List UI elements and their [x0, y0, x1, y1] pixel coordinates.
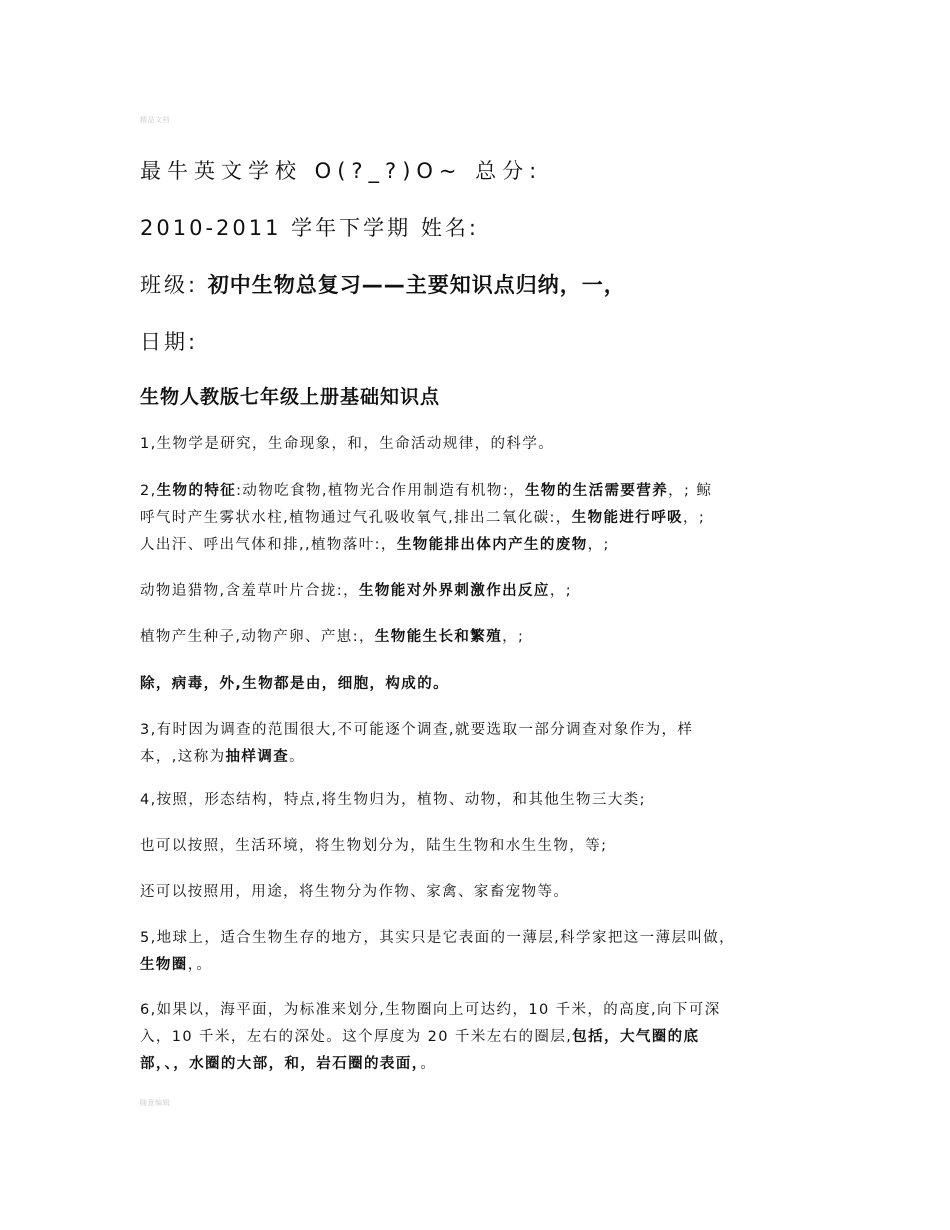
text-run: ，。	[187, 957, 213, 973]
bold-run: 抽样调查	[225, 749, 290, 765]
text-run: 本，,这称为	[140, 749, 226, 765]
text-run: 2,	[140, 483, 157, 499]
paragraph-9	[140, 879, 830, 906]
paragraph-6-line-2	[140, 744, 830, 771]
paragraph-11-line-2	[140, 1024, 830, 1051]
text-run: ，;	[549, 583, 572, 599]
text-run: 。	[420, 1056, 437, 1072]
text-run: ，;	[502, 629, 525, 645]
text-run: 人出汗、呼出气体和排,,植物落叶:，	[140, 537, 397, 553]
text-run: :动物吃食物,植物光合作用制造有机物:，	[236, 483, 526, 499]
paragraph-8-text: 也可以按照，生活环境，将生物划分为，陆生生物和水生生物，等;	[140, 838, 608, 854]
paragraph-8	[140, 833, 830, 860]
bold-run: 生物能进行呼吸	[571, 510, 684, 526]
text-run: ，;	[587, 537, 610, 553]
paragraph-2-line-3	[140, 532, 830, 559]
paragraph-5-text: 除，病毒，外,生物都是由，细胞，构成的。	[140, 676, 450, 692]
paragraph-9-text: 还可以按照用，用途，将生物分为作物、家禽、家畜宠物等。	[140, 884, 570, 900]
paragraph-2-line-2	[140, 505, 830, 532]
paragraph-3	[140, 578, 830, 605]
paragraph-7	[140, 787, 830, 814]
school-line: 最牛英文学校 O(?_?)O~ 总分:	[140, 159, 543, 183]
text-run: 动物追猎物,含羞草叶片合拢:，	[140, 583, 359, 599]
class-line	[140, 269, 626, 299]
paragraph-6-line-1: 3,有时因为调查的范围很大,不可能逐个调查,就要选取一部分调查对象作为，样	[140, 722, 694, 738]
text-run: 。	[289, 749, 306, 765]
watermark-bottom: 随意编辑	[140, 1099, 170, 1107]
paragraph-2-line-1	[140, 478, 830, 505]
bold-run: 生物能对外界刺激作出反应	[359, 583, 550, 599]
paragraph-10-line-1: 5,地球上，适合生物生存的地方，其实只是它表面的一薄层,科学家把这一薄层叫做，	[140, 930, 736, 946]
text-run: ，; 鲸	[668, 483, 713, 499]
bold-run: 包括，大气圈的底	[572, 1029, 700, 1045]
paragraph-11	[140, 997, 830, 1078]
date-line: 日期:	[140, 330, 199, 354]
paragraph-4	[140, 624, 830, 651]
paragraph-4-line	[140, 624, 830, 651]
bold-run: 生物能生长和繁殖	[374, 629, 503, 645]
bold-run: 生物能排出体内产生的废物	[396, 537, 588, 553]
text-run: 植物产生种子,动物产卵、产崽:，	[140, 629, 375, 645]
paragraph-10-line-2	[140, 952, 830, 979]
section-title: 生物人教版七年级上册基础知识点	[140, 386, 441, 408]
document-title: 初中生物总复习——主要知识点归纳，一，	[207, 273, 626, 297]
paragraph-7-text: 4,按照，形态结构，特点,将生物归为，植物、动物，和其他生物三大类;	[140, 792, 646, 808]
text-run: ，;	[683, 510, 706, 526]
watermark-top: 精品文档	[140, 116, 170, 124]
paragraph-11-line-3	[140, 1051, 830, 1078]
term-line: 2010-2011 学年下学期 姓名:	[140, 216, 479, 240]
text-run: 入，10 千米，左右的深处。这个厚度为 20 千米左右的圈层,	[140, 1029, 573, 1045]
bold-run: 部，、，水圈的大部，和，岩石圈的表面，	[140, 1056, 421, 1072]
paragraph-2	[140, 478, 830, 559]
paragraph-1-text: 1,生物学是研究，生命现象，和，生命活动规律，的科学。	[140, 436, 555, 452]
text-run: 呼气时产生雾状水柱,植物通过气孔吸收氧气,排出二氧化碳:，	[140, 510, 572, 526]
paragraph-10	[140, 925, 830, 979]
bold-run: 生物圈	[140, 957, 188, 973]
paragraph-5	[140, 671, 830, 698]
paragraph-3-line	[140, 578, 830, 605]
bold-run: 生物的特征	[156, 483, 237, 499]
class-label: 班级:	[140, 273, 199, 297]
paragraph-11-line-1: 6,如果以，海平面，为标准来划分,生物圈向上可达约，10 千米，的高度,向下可深	[140, 1002, 721, 1018]
paragraph-1	[140, 431, 830, 458]
bold-run: 生物的生活需要营养	[525, 483, 669, 499]
paragraph-6	[140, 717, 830, 771]
